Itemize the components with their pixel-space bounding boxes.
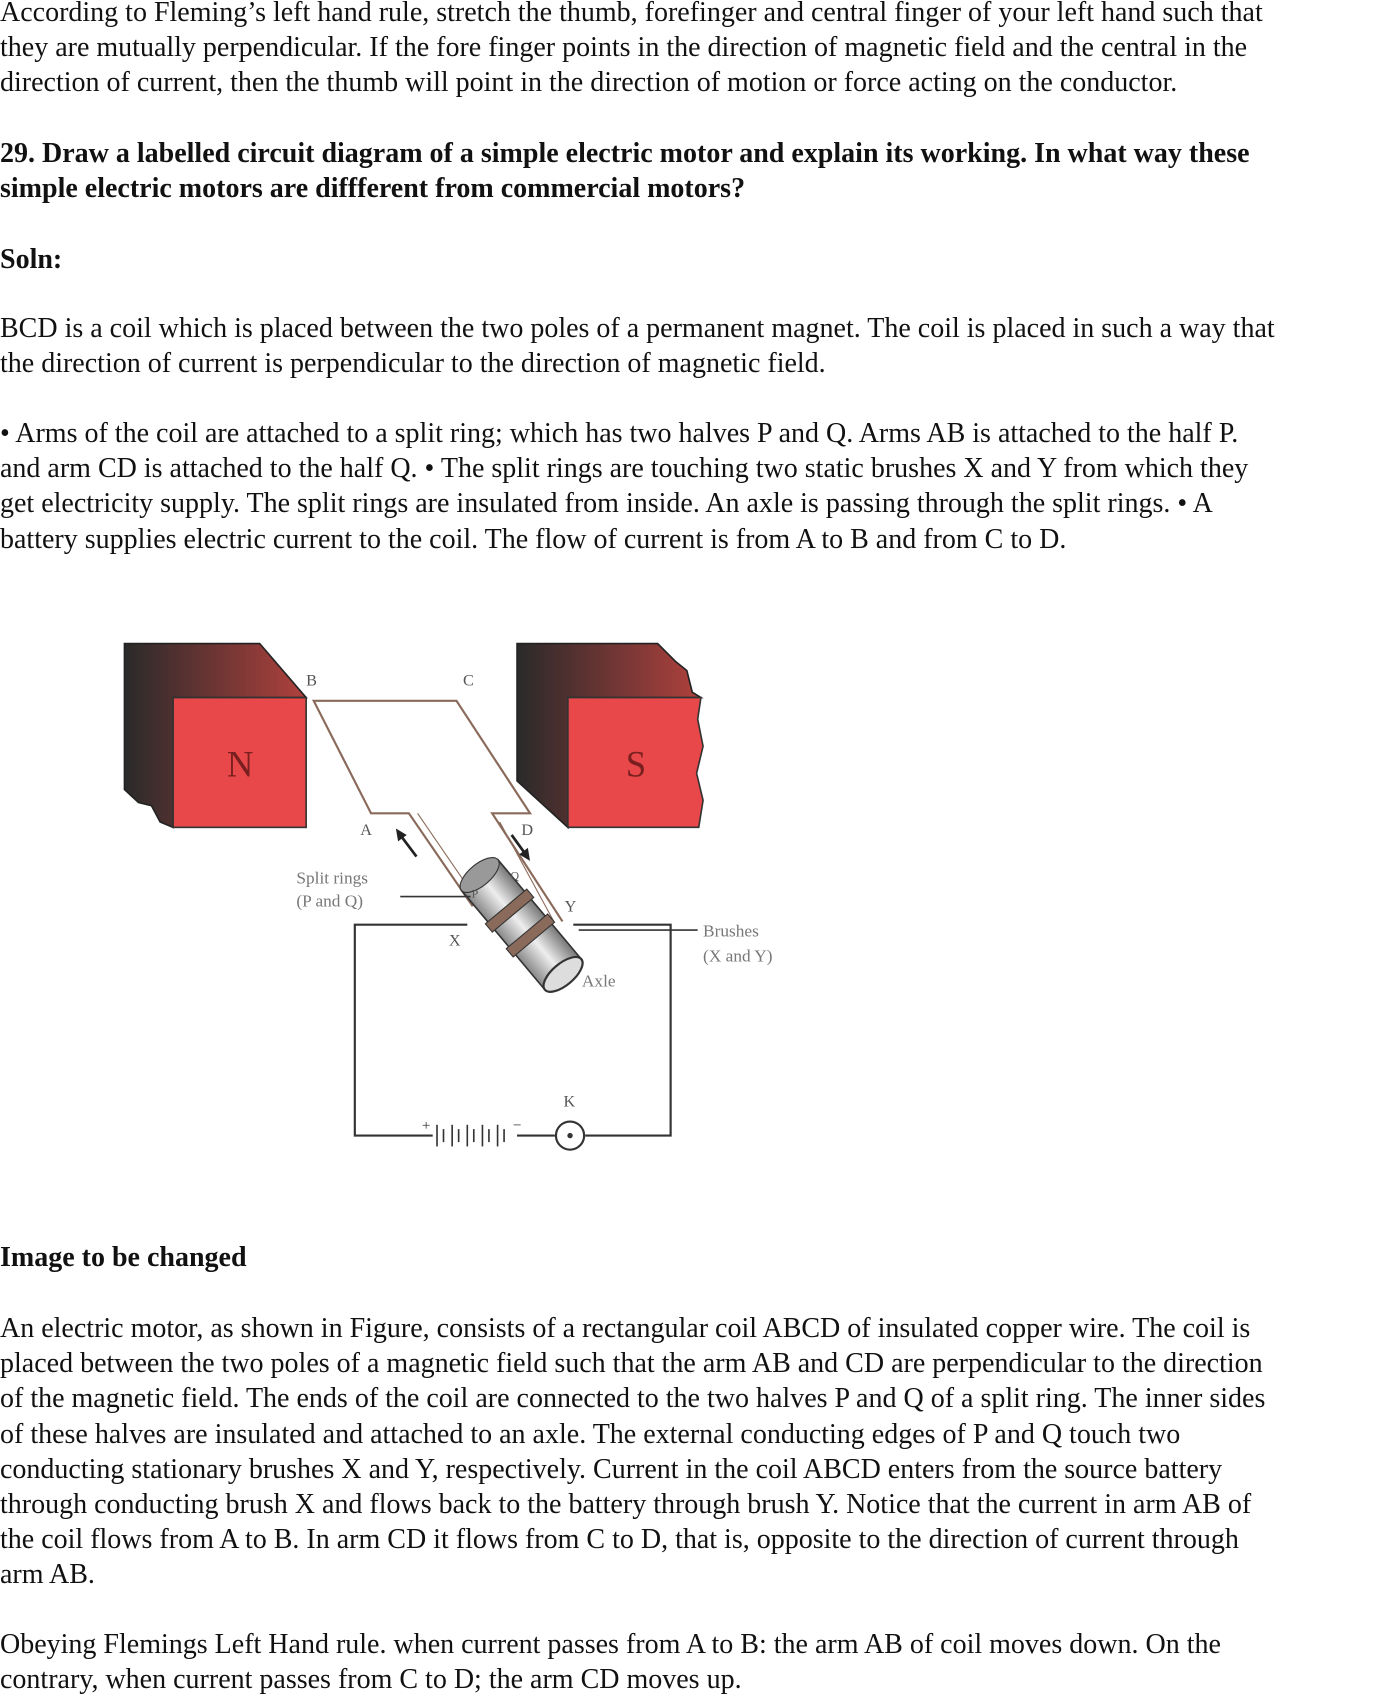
text-line: simple electric motors are diffferent from commercial motors? — [0, 173, 746, 205]
text-line: of these halves are insulated and attached to an axle. The external conducting edges of P and Q touch two — [0, 1418, 1181, 1450]
label-y: Y — [564, 897, 577, 916]
label-a: A — [360, 820, 372, 839]
text-line: direction of current, then the thumb will point in the direction of motion or force acting on the conductor. — [0, 67, 1178, 99]
label-c: C — [462, 671, 474, 690]
text-line: An electric motor, as shown in Figure, consists of a rectangular coil ABCD of insulated copper wire. The coil is — [0, 1313, 1251, 1344]
text-line: BCD is a coil which is placed between the two poles of a permanent magnet. The coil is placed in such a way that — [0, 313, 1275, 344]
brushes-label: Brushes — [703, 921, 759, 941]
text-line: Obeying Flemings Left Hand rule. when current passes from A to B: the arm AB of coil moves down. On the — [0, 1629, 1221, 1660]
label-d: D — [521, 820, 534, 839]
text-line: they are mutually perpendicular. If the fore finger points in the direction of magnetic field and the central in the — [0, 32, 1248, 64]
split-rings-label: Split rings — [296, 868, 369, 888]
current-arrow-icon — [396, 828, 417, 856]
battery-icon — [437, 1125, 504, 1147]
split-rings-label-2: (P and Q) — [296, 891, 364, 911]
text-line: and arm CD is attached to the half Q. • The split rings are touching two static brushes X and Y from which they — [0, 453, 1249, 485]
text-line: through conducting brush X and flows back to the battery through brush Y. Notice that the current in arm AB of — [0, 1489, 1252, 1521]
text-line: the coil flows from A to B. In arm CD it flows from C to D, that is, opposite to the direction of current through — [0, 1524, 1239, 1556]
text-line: 29. Draw a labelled circuit diagram of a simple electric motor and explain its working. In what way these — [0, 138, 1250, 169]
image-to-be-changed-heading: Image to be changed — [0, 1242, 247, 1273]
label-b: B — [306, 671, 317, 690]
text-line: • Arms of the coil are attached to a split ring; which has two halves P and Q. Arms AB is attached to the half P. — [0, 418, 1239, 449]
text-line: According to Fleming’s left hand rule, stretch the thumb, forefinger and central finger of your left hand such that — [0, 0, 1263, 28]
north-label: N — [226, 743, 254, 785]
text-line: of the magnetic field. The ends of the coil are connected to the two halves P and Q of a split ring. The inner sides — [0, 1383, 1266, 1415]
label-x: X — [448, 931, 461, 950]
text-line: battery supplies electric current to the coil. The flow of current is from A to B and from C to D. — [0, 523, 1067, 555]
south-magnet — [517, 644, 703, 828]
axle-label: Axle — [581, 971, 616, 991]
battery-plus: + — [421, 1118, 431, 1135]
paragraph-electric-motor — [0, 1311, 1265, 1593]
text-line: arm AB. — [0, 1559, 95, 1591]
brushes-label-2: (X and Y) — [703, 946, 773, 966]
label-q: Q — [510, 868, 520, 883]
axle — [452, 849, 591, 1000]
text-line: conducting stationary brushes X and Y, respectively. Current in the coil ABCD enters from the source battery — [0, 1453, 1223, 1485]
label-k: K — [563, 1092, 576, 1111]
text-line: get electricity supply. The split rings are insulated from inside. An axle is passing through the split rings. • A — [0, 488, 1213, 520]
soln-heading: Soln: — [0, 244, 63, 275]
label-p: P — [471, 886, 479, 901]
south-label: S — [625, 743, 647, 785]
battery-minus: − — [512, 1118, 522, 1135]
key-switch-icon — [556, 1122, 584, 1150]
paragraph-left-hand-rule — [0, 1627, 1221, 1697]
text-line: contrary, when current passes from C to D; the arm CD moves up. — [0, 1664, 742, 1696]
text-line: placed between the two poles of a magnetic field such that the arm AB and CD are perpendicular to the direction — [0, 1348, 1263, 1380]
text-line: the direction of current is perpendicular to the direction of magnetic field. — [0, 348, 826, 380]
north-magnet — [124, 644, 306, 828]
